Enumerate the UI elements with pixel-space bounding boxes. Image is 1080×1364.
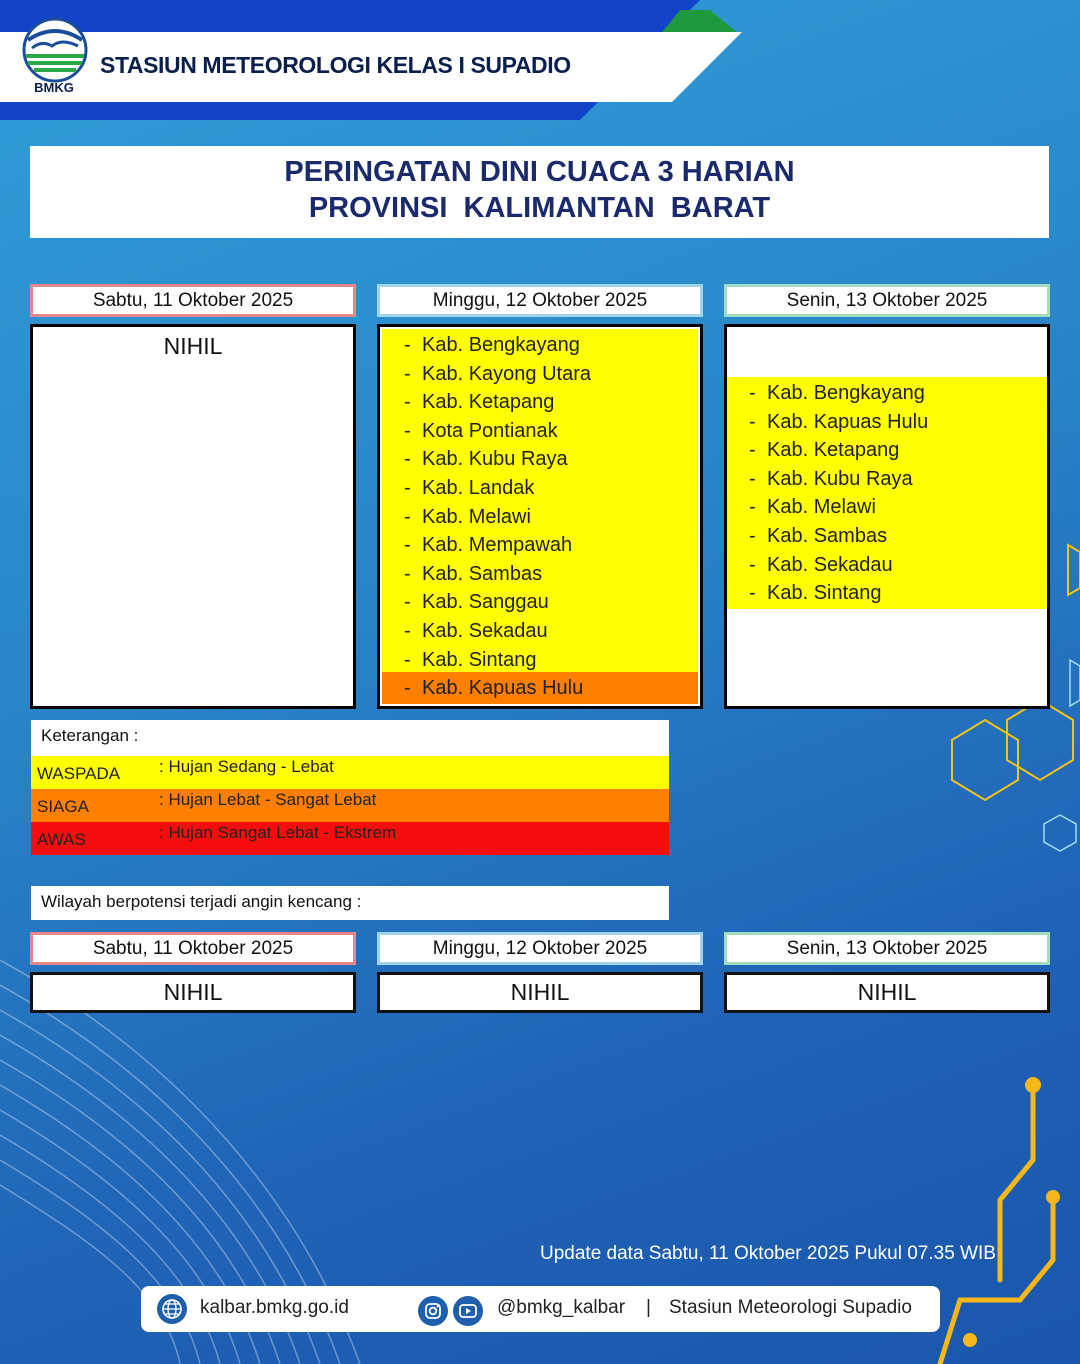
social-handle[interactable]: @bmkg_kalbar xyxy=(497,1297,626,1318)
wind-date-day1: Sabtu, 11 Oktober 2025 xyxy=(30,932,356,965)
wind-value-day2: NIHIL xyxy=(377,972,703,1013)
legend-level-desc: : Hujan Lebat - Sangat Lebat xyxy=(159,790,377,809)
page-title xyxy=(30,146,1049,238)
list-item: - Kab. Melawi xyxy=(749,496,876,519)
warning-list-day2 xyxy=(377,324,703,709)
legend-level-name: SIAGA xyxy=(37,797,89,816)
legend-heading: Keterangan : xyxy=(31,720,669,756)
wind-value-day1: NIHIL xyxy=(30,972,356,1013)
wind-date-day3: Senin, 13 Oktober 2025 xyxy=(724,932,1050,965)
nihil-text: NIHIL xyxy=(163,333,223,359)
footer-separator: | xyxy=(646,1297,651,1318)
date-header-day3: Senin, 13 Oktober 2025 xyxy=(724,284,1050,317)
list-item: - Kab. Sintang xyxy=(749,582,882,605)
legend-level-desc: : Hujan Sedang - Lebat xyxy=(159,757,334,776)
logo-text: BMKG xyxy=(34,80,74,95)
list-item: - Kab. Ketapang xyxy=(749,439,900,462)
list-item: - Kab. Kayong Utara xyxy=(404,362,591,385)
list-item: - Kab. Kubu Raya xyxy=(404,448,568,471)
date-header-day1: Sabtu, 11 Oktober 2025 xyxy=(30,284,356,317)
list-item: - Kab. Sambas xyxy=(749,524,888,547)
legend-level-name: WASPADA xyxy=(37,764,121,783)
warning-list-day3 xyxy=(724,324,1050,709)
list-item: - Kab. Sekadau xyxy=(404,619,548,642)
list-item: - Kab. Ketapang xyxy=(404,391,555,414)
list-item: - Kab. Kapuas Hulu xyxy=(749,410,929,433)
update-timestamp: Update data Sabtu, 11 Oktober 2025 Pukul 07.35 WIB xyxy=(540,1243,996,1264)
instagram-icon[interactable] xyxy=(418,1296,448,1326)
date-header-day2: Minggu, 12 Oktober 2025 xyxy=(377,284,703,317)
siaga-area xyxy=(382,672,698,704)
waspada-area xyxy=(382,329,698,672)
wind-value-day3: NIHIL xyxy=(724,972,1050,1013)
legend-level-desc: : Hujan Sangat Lebat - Ekstrem xyxy=(159,823,397,842)
list-item: - Kab. Sintang xyxy=(404,648,537,671)
list-item: - Kab. Melawi xyxy=(404,505,531,528)
legend-row-siaga xyxy=(31,789,669,822)
list-item: - Kab. Kapuas Hulu xyxy=(404,677,584,699)
legend-row-waspada xyxy=(31,756,669,789)
website-link[interactable]: kalbar.bmkg.go.id xyxy=(200,1297,349,1318)
station-name: STASIUN METEOROLOGI KELAS I SUPADIO xyxy=(100,52,571,78)
warning-list-day1 xyxy=(30,324,356,709)
list-item: - Kab. Sambas xyxy=(404,562,543,585)
list-item: - Kab. Sanggau xyxy=(404,591,549,614)
list-item: - Kab. Landak xyxy=(404,476,535,499)
list-item: - Kab. Mempawah xyxy=(404,534,573,557)
legend-level-name: AWAS xyxy=(37,830,86,849)
legend-row-awas xyxy=(31,822,669,855)
legend xyxy=(31,720,669,854)
youtube-icon[interactable] xyxy=(453,1296,483,1326)
title-line-1: PERINGATAN DINI CUACA 3 HARIAN xyxy=(284,156,795,188)
wind-heading: Wilayah berpotensi terjadi angin kencang : xyxy=(31,886,669,920)
list-item: - Kab. Bengkayang xyxy=(749,382,925,404)
footer-station-name: Stasiun Meteorologi Supadio xyxy=(669,1297,912,1318)
list-item: - Kab. Sekadau xyxy=(749,553,893,576)
list-item: - Kab. Bengkayang xyxy=(404,334,580,356)
footer-bar xyxy=(141,1286,940,1332)
list-item: - Kab. Kubu Raya xyxy=(749,467,913,490)
globe-icon[interactable] xyxy=(157,1294,187,1324)
list-item: - Kota Pontianak xyxy=(404,419,558,442)
wind-date-day2: Minggu, 12 Oktober 2025 xyxy=(377,932,703,965)
waspada-area xyxy=(727,377,1047,609)
title-line-2: PROVINSI KALIMANTAN BARAT xyxy=(308,192,771,224)
